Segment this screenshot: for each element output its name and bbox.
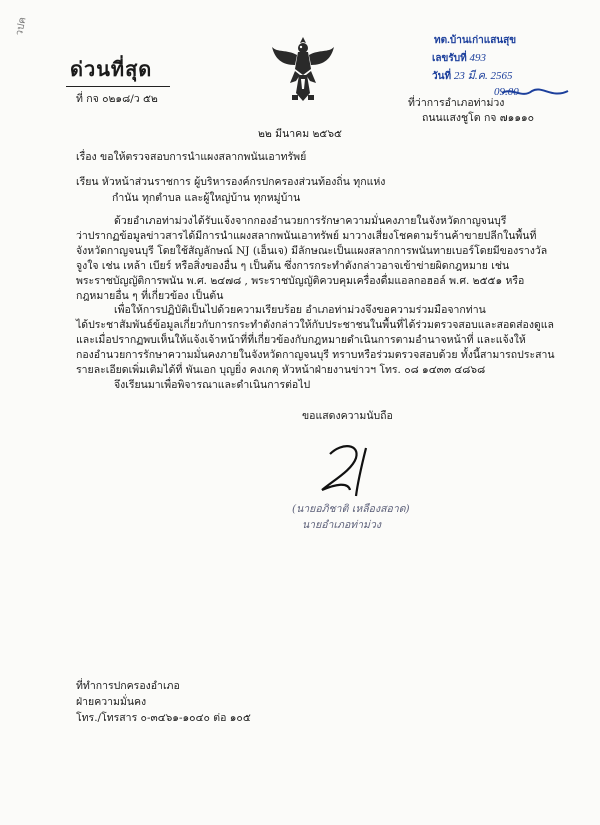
closing-salutation: ขอแสดงความนับถือ — [302, 410, 393, 422]
subject-label: เรื่อง — [76, 151, 97, 163]
sender-address-line-1: ที่ว่าการอำเภอท่าม่วง — [408, 97, 505, 109]
stamp-date-value: 23 มี.ค. 2565 — [453, 70, 513, 82]
body-paragraph-1 — [76, 214, 548, 304]
margin-handwritten-note: วปค — [13, 16, 29, 37]
footer-contact: โทร./โทรสาร ๐-๓๔๖๑-๑๐๔๐ ต่อ ๑๐๕ — [76, 712, 251, 724]
body-line: จูงใจ เช่น เหล้า เบียร์ หรือสิ่งของอื่น ๆ เป็นต้น ซึ่งการกระทำดังกล่าวอาจเข้าข่ายผิดกฎหมาย เช่น — [76, 260, 510, 272]
handwritten-strikeout — [500, 85, 570, 101]
document-number: ที่ กจ ๐๒๑๘/ว ๕๒ — [76, 93, 158, 105]
body-line: ด้วยอำเภอท่าม่วงได้รับแจ้งจากกองอำนวยการรักษาความมั่นคงภายในจังหวัดกาญจนบุรี — [114, 215, 507, 227]
stamp-time-value: 09.00 — [494, 86, 519, 98]
body-line: ว่าปรากฏข้อมูลข่าวสารได้มีการนำแผงสลากพนันเอาทรัพย์ มาวางเสี่ยงโชคตามร้านค้าขายปลีกในพื้นที่ — [76, 230, 537, 242]
footer-division: ฝ่ายความมั่นคง — [76, 696, 147, 708]
sender-address-line-2: ถนนแสงชูโต กจ ๗๑๑๑๐ — [422, 112, 535, 124]
body-line: พระราชบัญญัติการพนัน พ.ศ. ๒๔๗๘ , พระราชบัญญัติควบคุมเครื่องดื่มแอลกอฮอล์ พ.ศ. ๒๕๕๑ หรือ — [76, 275, 525, 287]
handwritten-signature — [312, 440, 382, 502]
body-paragraph-2 — [76, 303, 555, 378]
body-paragraph-3 — [76, 378, 544, 393]
stamp-receipt-value: 493 — [469, 52, 486, 64]
stamp-receipt-label: เลขรับที่ — [432, 53, 467, 64]
subject-text: ขอให้ตรวจสอบการนำแผงสลากพนันเอาทรัพย์ — [100, 151, 307, 163]
stamp-receipt-row — [432, 51, 486, 66]
body-line: รายละเอียดเพิ่มเติมได้ที่ พันเอก บุญยิ่ง คงเกตุ หัวหน้าฝ่ายงานข่าวฯ โทร. ๐๘ ๑๔๓๓ ๔๘๖๘ — [76, 364, 486, 376]
body-line: กฎหมายอื่น ๆ ที่เกี่ยวข้อง เป็นต้น — [76, 290, 224, 302]
subject-line — [76, 150, 306, 165]
signatory-name: (นายอภิชาติ เหลืองสอาด) — [292, 503, 410, 515]
urgency-label: ด่วนที่สุด — [70, 57, 153, 81]
recipient-label: เรียน — [76, 176, 99, 188]
body-line: และเมื่อปรากฏพบเห็นให้แจ้งเจ้าหน้าที่ที่เกี่ยวข้องกับกฎหมายดำเนินการตามอำนาจหน้าที่ และแจ้งให้ — [76, 334, 526, 346]
document-date: ๒๒ มีนาคม ๒๕๖๕ — [258, 128, 342, 140]
recipient-line-2: กำนัน ทุกตำบล และผู้ใหญ่บ้าน ทุกหมู่บ้าน — [112, 192, 301, 204]
stamp-office: ทต.บ้านเก่าแสนสุข — [434, 35, 517, 46]
footer-office: ที่ทำการปกครองอำเภอ — [76, 680, 180, 692]
garuda-emblem-icon — [270, 35, 336, 105]
recipient-text-1: หัวหน้าส่วนราชการ ผู้บริหารองค์กรปกครองส่วนท้องถิ่น ทุกแห่ง — [101, 176, 386, 188]
body-line: กองอำนวยการรักษาความมั่นคงภายในจังหวัดกาญจนบุรี ทราบหรือร่วมตรวจสอบด้วย ทั้งนี้สามารถประสาน — [76, 349, 555, 361]
stamp-date-label: วันที่ — [432, 71, 452, 82]
signatory-position: นายอำเภอท่าม่วง — [302, 519, 382, 531]
body-line: จังหวัดกาญจนบุรี โดยใช้สัญลักษณ์ NJ (เอ็นเจ) มีลักษณะเป็นแผงสลากการพนันทายเบอร์โดยมีของรางวัล — [76, 245, 548, 257]
recipient-line-1 — [76, 175, 385, 190]
body-line: จึงเรียนมาเพื่อพิจารณาและดำเนินการต่อไป — [114, 379, 311, 391]
body-line: ได้ประชาสัมพันธ์ข้อมูลเกี่ยวกับการกระทำดังกล่าวให้กับประชาชนในพื้นที่ได้ร่วมตรวจสอบและสอดส่องดูแล — [76, 319, 554, 331]
body-line: เพื่อให้การปฏิบัติเป็นไปด้วยความเรียบร้อย อำเภอท่าม่วงจึงขอความร่วมมือจากท่าน — [114, 304, 486, 316]
stamp-date-row — [432, 69, 512, 84]
